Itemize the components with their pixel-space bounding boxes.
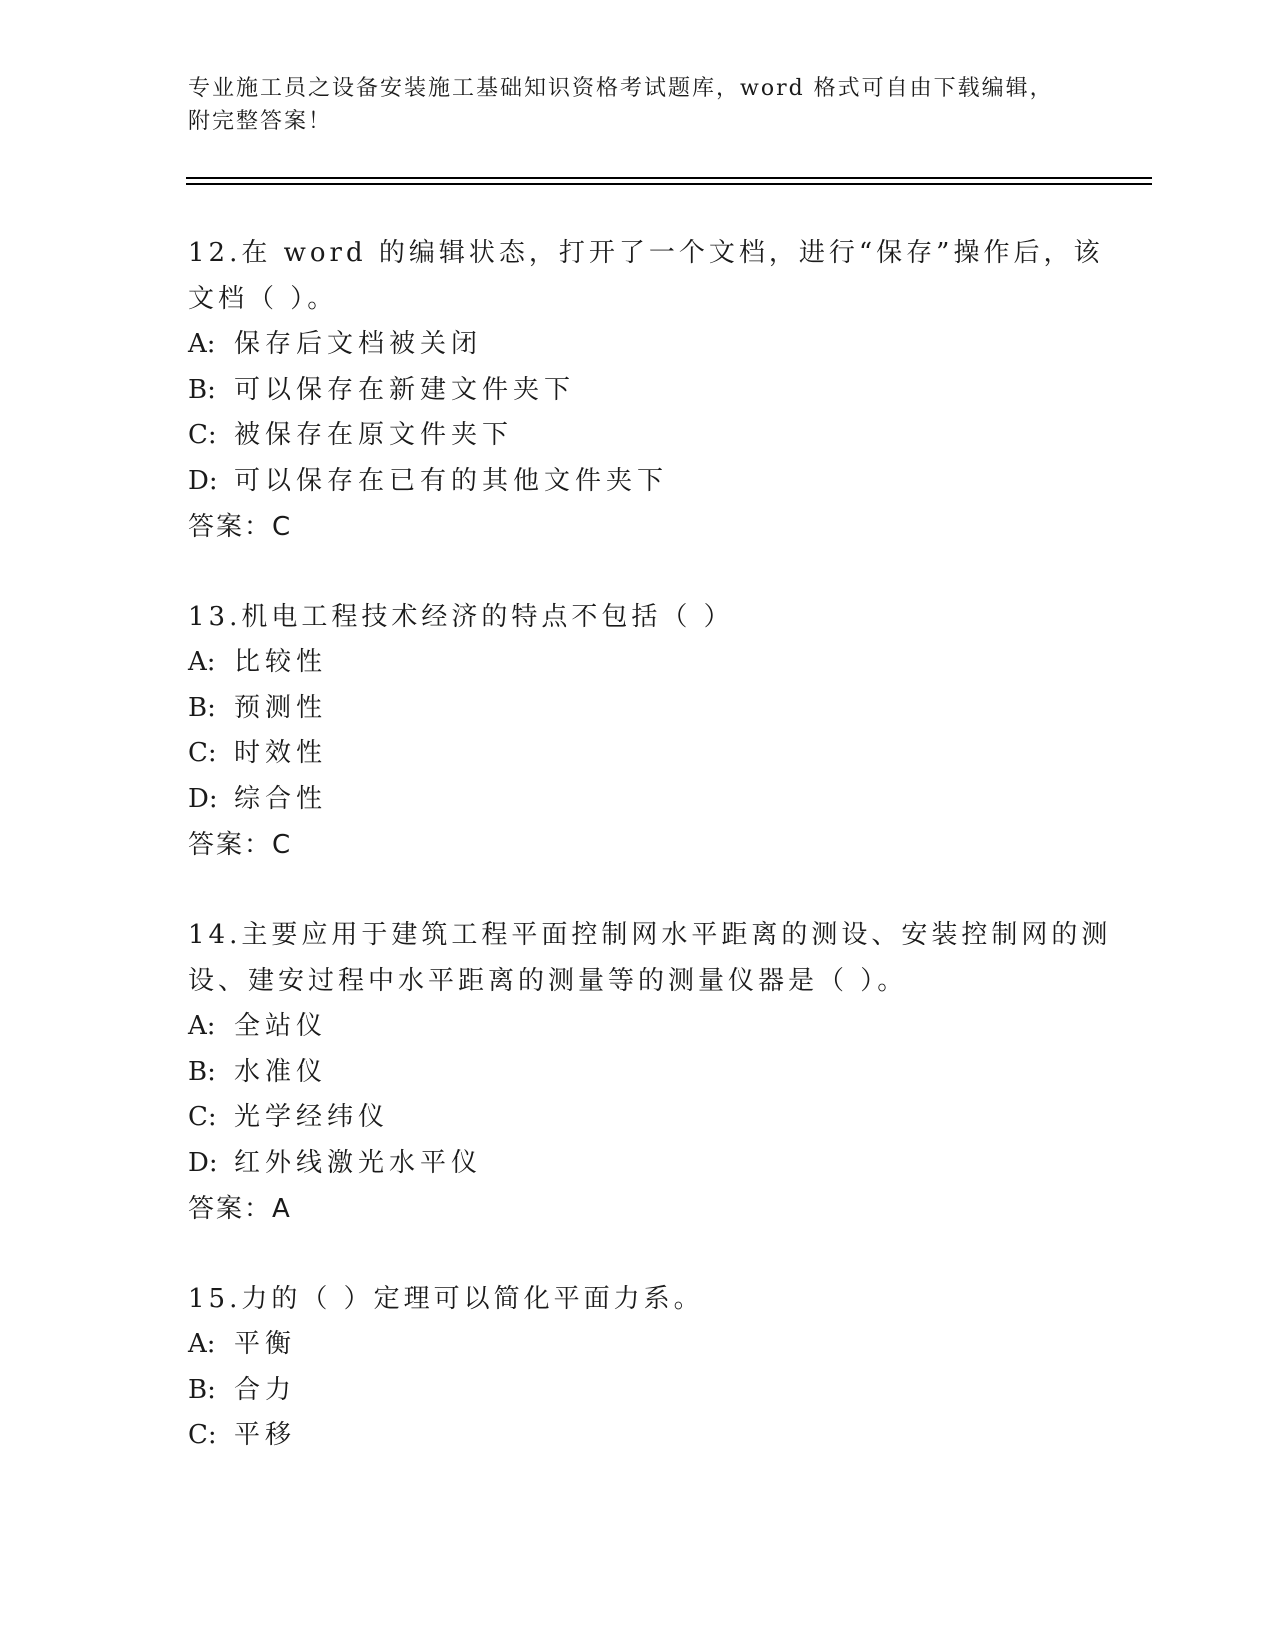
option-key: D:	[188, 465, 218, 496]
option-key: D:	[188, 1147, 218, 1178]
question-spacer	[188, 550, 1088, 594]
question-12	[188, 230, 1104, 550]
option-text: 预测性	[234, 692, 328, 723]
question-stem-line: 文档（ ）。	[188, 284, 338, 314]
option-a	[188, 640, 1088, 686]
question-stem-line: 12.在 word 的编辑状态，打开了一个文档，进行“保存”操作后，该	[188, 238, 1104, 268]
option-key: A:	[188, 1329, 216, 1359]
question-stem-line: 14.主要应用于建筑工程平面控制网水平距离的测设、安装控制网的测	[188, 920, 1112, 950]
option-text: 合力	[234, 1374, 297, 1405]
option-a	[188, 1322, 1088, 1368]
question-spacer	[188, 1232, 1088, 1276]
answer-line: 答案：C	[188, 830, 293, 860]
option-b	[188, 1368, 1088, 1414]
question-stem-line: 13.机电工程技术经济的特点不包括（ ）	[188, 602, 734, 632]
option-key: D:	[188, 783, 218, 814]
option-key: A:	[188, 647, 216, 677]
question-14	[188, 912, 1112, 1232]
option-key: C:	[188, 1420, 217, 1450]
option-d	[188, 459, 1088, 505]
option-text: 全站仪	[234, 1011, 328, 1041]
option-b	[188, 368, 1088, 414]
question-stem-line: 15.力的（ ）定理可以简化平面力系。	[188, 1284, 704, 1314]
option-text: 时效性	[234, 738, 328, 768]
question-stem-line: 设、建安过程中水平距离的测量等的测量仪器是（ ）。	[188, 966, 908, 996]
option-text: 可以保存在新建文件夹下	[234, 374, 576, 405]
option-key: B:	[188, 692, 216, 723]
option-key: B:	[188, 374, 216, 405]
header-divider-top	[186, 177, 1152, 179]
question-spacer	[188, 868, 1088, 912]
option-c	[188, 1413, 1088, 1459]
option-key: B:	[188, 1374, 216, 1405]
header-divider-bottom	[186, 183, 1152, 185]
option-key: C:	[188, 420, 217, 450]
option-key: A:	[188, 1011, 216, 1041]
option-text: 综合性	[234, 783, 328, 814]
header-line-1: 专业施工员之设备安装施工基础知识资格考试题库，word 格式可自由下载编辑，	[188, 76, 1054, 101]
document-header	[188, 72, 1088, 138]
option-text: 平移	[234, 1420, 297, 1450]
answer-line: 答案：C	[188, 512, 293, 542]
option-d	[188, 777, 1088, 823]
option-key: A:	[188, 329, 216, 359]
option-text: 保存后文档被关闭	[234, 329, 483, 359]
option-c	[188, 413, 1088, 459]
question-stem	[188, 912, 1112, 1004]
option-text: 可以保存在已有的其他文件夹下	[234, 465, 669, 496]
option-text: 水准仪	[234, 1056, 328, 1087]
option-c	[188, 1095, 1088, 1141]
question-13	[188, 594, 1088, 868]
option-b	[188, 1050, 1088, 1096]
option-b	[188, 686, 1088, 732]
option-key: C:	[188, 1102, 217, 1132]
option-c	[188, 731, 1088, 777]
option-text: 平衡	[234, 1329, 297, 1359]
option-text: 红外线激光水平仪	[234, 1147, 483, 1178]
question-stem	[188, 1276, 1088, 1322]
question-15	[188, 1276, 1088, 1459]
question-list	[188, 230, 1112, 1459]
option-a	[188, 322, 1088, 368]
answer-line: 答案：A	[188, 1194, 292, 1224]
option-d	[188, 1141, 1088, 1187]
option-text: 光学经纬仪	[234, 1102, 390, 1132]
option-a	[188, 1004, 1088, 1050]
option-text: 比较性	[234, 647, 328, 677]
question-stem	[188, 594, 1088, 640]
option-key: B:	[188, 1056, 216, 1087]
header-line-2: 附完整答案！	[188, 109, 333, 134]
option-key: C:	[188, 738, 217, 768]
option-text: 被保存在原文件夹下	[234, 420, 514, 450]
question-stem	[188, 230, 1104, 322]
